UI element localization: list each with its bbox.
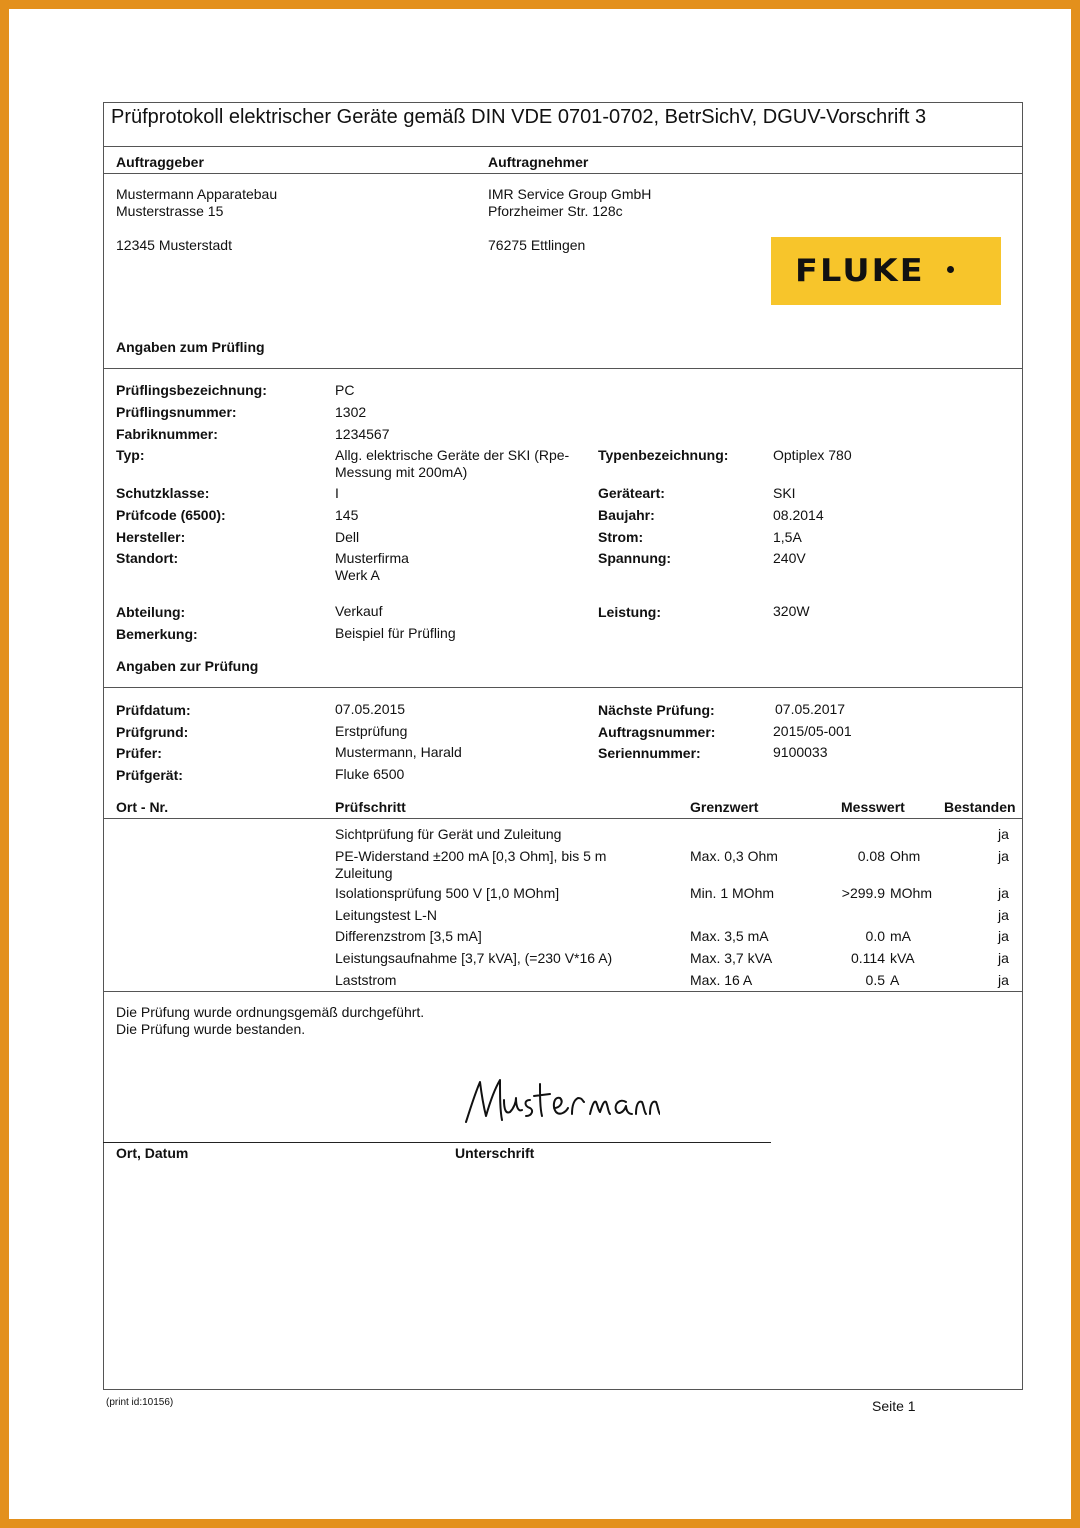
- test-label: Seriennummer:: [598, 745, 701, 761]
- unit-cell: mA: [890, 928, 911, 944]
- device-label: Schutzklasse:: [116, 485, 210, 501]
- table-header-limit: Grenzwert: [690, 799, 759, 815]
- device-value: 145: [335, 507, 359, 523]
- test-value: Fluke 6500: [335, 766, 405, 782]
- test-value: 07.05.2015: [335, 701, 406, 717]
- page-title: Prüfprotokoll elektrischer Geräte gemäß DIN VDE 0701-0702, BetrSichV, DGUV-Vorschrift 3: [111, 106, 927, 128]
- device-value: 1,5A: [773, 529, 802, 545]
- device-label: Standort:: [116, 550, 179, 566]
- device-value: 320W: [773, 603, 810, 619]
- device-value: 240V: [773, 550, 806, 566]
- device-label: Prüfcode (6500):: [116, 507, 226, 523]
- table-header-location: Ort - Nr.: [116, 799, 169, 815]
- value-cell: 0.114: [851, 950, 885, 966]
- client-street: Musterstrasse 15: [116, 203, 224, 219]
- unit-cell: Ohm: [890, 848, 921, 864]
- test-value: 2015/05-001: [773, 723, 852, 739]
- handwritten-signature: [460, 1070, 660, 1130]
- limit-cell: Min. 1 MOhm: [690, 885, 775, 901]
- divider: [103, 991, 1023, 992]
- table-header-step: Prüfschritt: [335, 799, 406, 815]
- divider: [103, 173, 1023, 174]
- step-cell: Isolationsprüfung 500 V [1,0 MOhm]: [335, 885, 560, 901]
- device-value: Verkauf: [335, 603, 383, 619]
- device-label: Baujahr:: [598, 507, 655, 523]
- device-label: Bemerkung:: [116, 626, 198, 642]
- device-value-continued: Messung mit 200mA): [335, 464, 468, 480]
- passed-cell: ja: [998, 950, 1009, 966]
- test-value: 9100033: [773, 744, 828, 760]
- device-label: Leistung:: [598, 604, 661, 620]
- conclusion-text: Die Prüfung wurde ordnungsgemäß durchgeführt.: [116, 1004, 425, 1020]
- passed-cell: ja: [998, 907, 1009, 923]
- device-label: Fabriknummer:: [116, 426, 218, 442]
- contractor-name: IMR Service Group GmbH: [488, 186, 652, 202]
- client-heading: Auftraggeber: [116, 154, 204, 170]
- device-label: Typ:: [116, 447, 145, 463]
- device-value: Dell: [335, 529, 360, 545]
- test-value: Erstprüfung: [335, 723, 408, 739]
- test-value: 07.05.2017: [775, 701, 846, 717]
- device-label: Prüflingsbezeichnung:: [116, 382, 267, 398]
- test-value: Mustermann, Harald: [335, 744, 462, 760]
- device-value: Optiplex 780: [773, 447, 852, 463]
- step-cell: PE-Widerstand ±200 mA [0,3 Ohm], bis 5 m: [335, 848, 607, 864]
- step-cell: Leistungsaufnahme [3,7 kVA], (=230 V*16 A): [335, 950, 613, 966]
- device-value: Beispiel für Prüfling: [335, 625, 456, 641]
- limit-cell: Max. 3,7 kVA: [690, 950, 773, 966]
- print-id: (print id:10156): [106, 1397, 174, 1408]
- divider: [103, 687, 1023, 688]
- device-value: SKI: [773, 485, 796, 501]
- device-label: Prüflingsnummer:: [116, 404, 237, 420]
- device-value: I: [335, 485, 339, 501]
- device-value: 1234567: [335, 426, 390, 442]
- device-value: Allg. elektrische Geräte der SKI (Rpe-: [335, 447, 570, 463]
- unit-cell: A: [890, 972, 900, 988]
- test-label: Prüfer:: [116, 745, 162, 761]
- signature-label: Unterschrift: [455, 1145, 535, 1161]
- page-number: Seite 1: [872, 1398, 916, 1414]
- passed-cell: ja: [998, 848, 1009, 864]
- device-label: Spannung:: [598, 550, 672, 566]
- contractor-street: Pforzheimer Str. 128c: [488, 203, 623, 219]
- step-cell: Differenzstrom [3,5 mA]: [335, 928, 482, 944]
- limit-cell: Max. 3,5 mA: [690, 928, 769, 944]
- table-header-passed: Bestanden: [944, 799, 1016, 815]
- test-label: Auftragsnummer:: [598, 724, 716, 740]
- conclusion-text: Die Prüfung wurde bestanden.: [116, 1021, 306, 1037]
- device-label: Hersteller:: [116, 529, 186, 545]
- unit-cell: kVA: [890, 950, 915, 966]
- device-label: Strom:: [598, 529, 644, 545]
- value-cell: 0.08: [857, 848, 885, 864]
- step-cell: Laststrom: [335, 972, 397, 988]
- contractor-heading: Auftragnehmer: [488, 154, 589, 170]
- value-cell: >299.9: [841, 885, 885, 901]
- passed-cell: ja: [998, 928, 1009, 944]
- divider: [103, 818, 1023, 819]
- device-section-heading: Angaben zum Prüfling: [116, 339, 265, 355]
- device-value: PC: [335, 382, 355, 398]
- step-cell: Sichtprüfung für Gerät und Zuleitung: [335, 826, 562, 842]
- test-label: Prüfgerät:: [116, 767, 183, 783]
- registered-mark-icon: [947, 266, 954, 273]
- client-name: Mustermann Apparatebau: [116, 186, 278, 202]
- test-label: Prüfgrund:: [116, 724, 189, 740]
- passed-cell: ja: [998, 972, 1009, 988]
- limit-cell: Max. 16 A: [690, 972, 753, 988]
- passed-cell: ja: [998, 885, 1009, 901]
- fluke-logo: [771, 237, 1001, 305]
- table-header-measured: Messwert: [841, 799, 905, 815]
- device-value: 08.2014: [773, 507, 824, 523]
- device-label: Abteilung:: [116, 604, 186, 620]
- place-date-label: Ort, Datum: [116, 1145, 189, 1161]
- contractor-city: 76275 Ettlingen: [488, 237, 586, 253]
- test-label: Nächste Prüfung:: [598, 702, 715, 718]
- signature-line: [103, 1142, 771, 1143]
- limit-cell: Max. 0,3 Ohm: [690, 848, 778, 864]
- device-value-continued: Werk A: [335, 567, 380, 583]
- client-city: 12345 Musterstadt: [116, 237, 232, 253]
- device-value: Musterfirma: [335, 550, 409, 566]
- test-label: Prüfdatum:: [116, 702, 191, 718]
- unit-cell: MOhm: [890, 885, 932, 901]
- fluke-logo-text: FLUKE: [795, 253, 925, 289]
- value-cell: 0.0: [865, 928, 885, 944]
- device-label: Typenbezeichnung:: [598, 447, 729, 463]
- divider: [103, 146, 1023, 147]
- divider: [103, 368, 1023, 369]
- device-label: Geräteart:: [598, 485, 665, 501]
- passed-cell: ja: [998, 826, 1009, 842]
- step-cell-continued: Zuleitung: [335, 865, 393, 881]
- step-cell: Leitungstest L-N: [335, 907, 437, 923]
- device-value: 1302: [335, 404, 367, 420]
- test-section-heading: Angaben zur Prüfung: [116, 658, 259, 674]
- value-cell: 0.5: [865, 972, 885, 988]
